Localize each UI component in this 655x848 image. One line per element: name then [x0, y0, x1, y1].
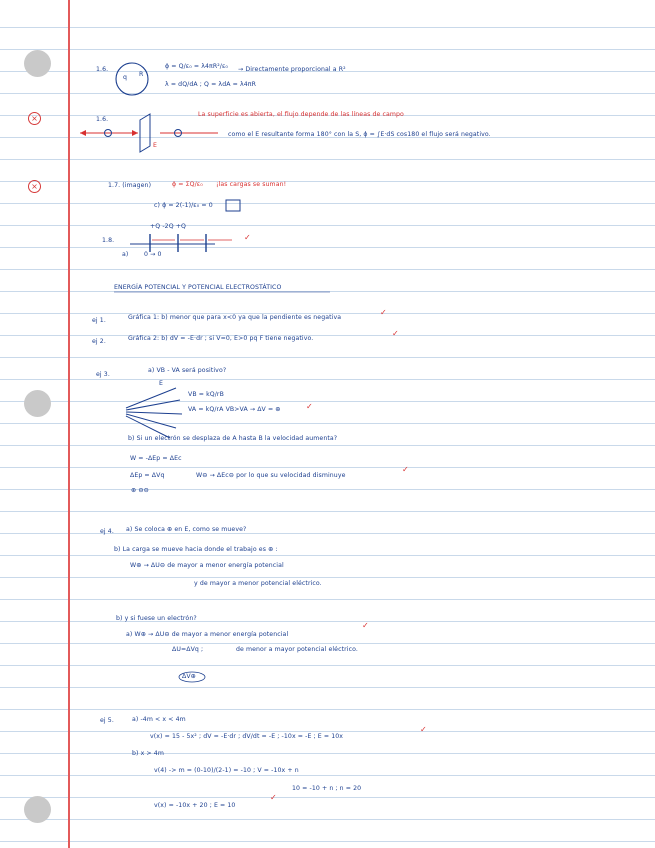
check-mark-icon: ✓: [362, 621, 369, 630]
energy-relation: ΔEp = ΔVq: [130, 472, 165, 479]
derivation-line: 10 = -10 + n ; n = 20: [292, 785, 362, 792]
exercise-number: 1.6.: [96, 116, 109, 123]
section-title: ENERGÍA POTENCIAL Y POTENCIAL ELECTROSTÁTICO: [114, 284, 282, 291]
x-mark-icon: ×: [28, 180, 41, 193]
check-mark-icon: ✓: [392, 329, 399, 338]
energy-relation: ΔU=ΔVq ;: [172, 646, 204, 653]
exercise-number: ej 3.: [96, 371, 110, 378]
exercise-number: ej 2.: [92, 338, 106, 345]
charges-label: +Q -2Q +Q: [150, 223, 186, 230]
answer-text: Gráfica 1: b) menor que para x<0 ya que la pendiente es negativa: [128, 314, 342, 321]
derivation-line: v(4) -> m = (0-10)/(2-1) = -10 ; V = -10x + n: [154, 767, 299, 774]
potential-vb: VB = kQ/rB: [188, 391, 224, 398]
exercise-number: ej 5.: [100, 717, 114, 724]
check-mark-icon: ✓: [306, 402, 313, 411]
exercise-number: 1.7. (imagen): [108, 182, 152, 189]
conclusion-text: de menor a mayor potencial eléctrico.: [236, 646, 358, 653]
answer-text: a) W⊕ → ΔU⊖ de mayor a menor energía potencial: [126, 631, 289, 638]
conclusion-text: y de mayor a menor potencial eléctrico.: [194, 580, 322, 587]
check-mark-icon: ✓: [270, 793, 277, 802]
sign-marks: ⊕ ⊖⊖: [131, 487, 149, 494]
work-relation: W⊕ → ΔU⊖ de mayor a menor energía potencial: [130, 562, 284, 569]
exercise-number: ej 4.: [100, 528, 114, 535]
flux-result: c) ϕ = 2(-1)/ε₀ = 0: [154, 202, 213, 209]
result-line: v(x) = -10x + 20 ; E = 10: [154, 802, 236, 809]
answer-text: b) La carga se mueve hacia donde el trabajo es ⊕ :: [114, 546, 278, 553]
exercise-number: 1.6.: [96, 66, 109, 73]
field-values: 0 → 0: [144, 251, 162, 258]
conclusion-text: W⊖ → ΔEc⊖ por lo que su velocidad disminuye: [196, 472, 346, 479]
question-text: a) Se coloca ⊕ en E, como se mueve?: [126, 526, 247, 533]
interval-label: b) x > 4m: [132, 750, 164, 757]
exercise-number: 1.8.: [102, 237, 115, 244]
exercise-number: ej 1.: [92, 317, 106, 324]
circle-label: q: [123, 74, 128, 81]
potential-va: VA = kQ/rA VB>VA → ΔV = ⊕: [188, 406, 281, 413]
check-mark-icon: ✓: [244, 233, 251, 242]
work-relation: W = -ΔEp = ΔEc: [130, 455, 182, 462]
warning-note: La superficie es abierta, el flujo depende de las líneas de campo: [198, 111, 404, 118]
x-mark-icon: ×: [28, 112, 41, 125]
circle-radius-label: R: [139, 71, 144, 78]
answer-text: Gráfica 2: b) dV = -E·dr ; si V=0, E>0 pq F tiene negativo.: [128, 335, 314, 342]
flux-explanation: como el E resultante forma 180° con la S, ϕ = ∫E·dS cos180 el flujo será negativo.: [228, 131, 491, 138]
note-proportional: → Directamente proporcional a R²: [238, 66, 346, 73]
gauss-formula: ϕ = ΣQ/ε₀: [172, 181, 203, 188]
question-text: b) Si un electrón se desplaza de A hasta B la velocidad aumenta?: [128, 435, 338, 442]
formula-lambda: λ = dQ/dA ; Q = λdA = λ4πR: [165, 81, 256, 88]
subpart-label: a): [122, 251, 129, 258]
field-label: E: [159, 380, 164, 387]
interval-label: a) -4m < x < 4m: [132, 716, 186, 723]
question-text: b) y si fuese un electrón?: [116, 615, 197, 622]
check-mark-icon: ✓: [380, 308, 387, 317]
field-label: E: [153, 142, 158, 149]
potential-sign: ΔV⊕: [182, 673, 196, 680]
check-mark-icon: ✓: [402, 465, 409, 474]
check-mark-icon: ✓: [420, 725, 427, 734]
warning-note: ¡las cargas se suman!: [216, 181, 287, 188]
derivation-line: v(x) = 15 - 5x² ; dV = -E·dr ; dV/dt = -E ; -10x = -E ; E = 10x: [150, 733, 344, 740]
formula-flux: ϕ = Q/ε₀ = λ4πR²/ε₀: [165, 63, 229, 70]
question-text: a) VB - VA será positivo?: [148, 367, 227, 374]
